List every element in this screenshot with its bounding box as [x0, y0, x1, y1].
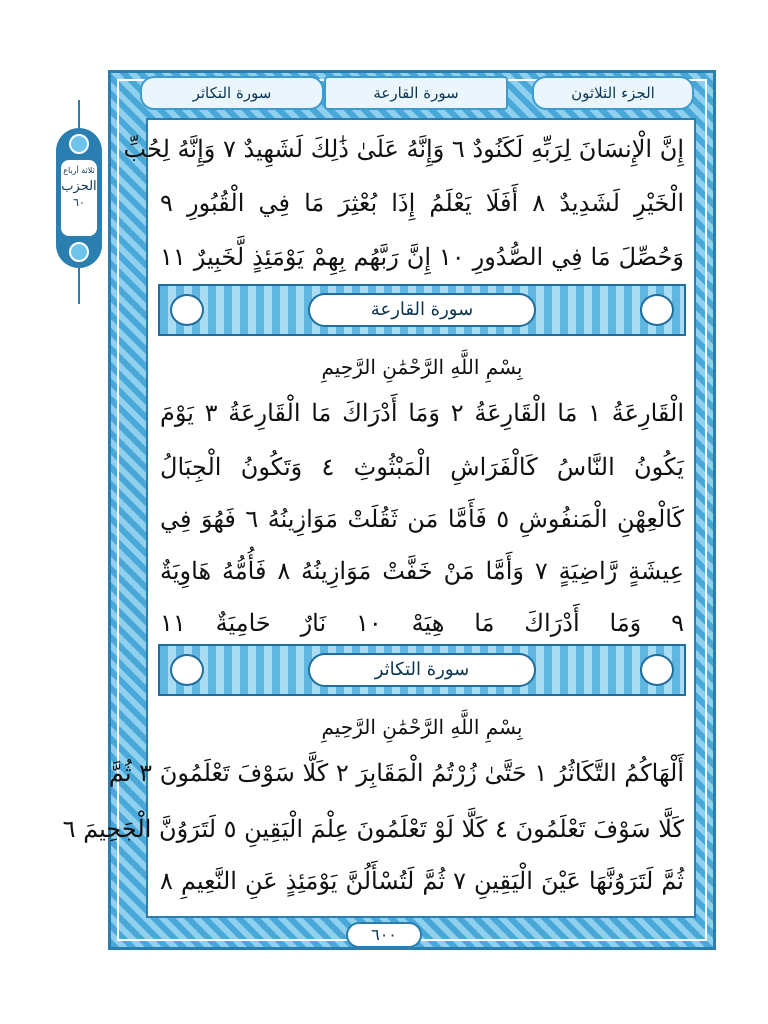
header-surah-next: سورة التكاثر — [140, 76, 324, 110]
band-ornament-right — [640, 294, 674, 326]
basmala: بِسْمِ اللَّهِ الرَّحْمَٰنِ الرَّحِيمِ — [321, 355, 523, 379]
hizb-label — [61, 160, 97, 236]
surah-title: سورة القارعة — [308, 293, 536, 327]
hizb-medallion — [56, 128, 102, 268]
hizb-number: ٦٠ — [73, 196, 85, 209]
text-line: عِيشَةٍ رَّاضِيَةٍ ٧ وَأَمَّا مَنْ خَفَّتْ مَوَازِينُهُ ٨ فَأُمُّهُ هَاوِيَةٌ — [160, 557, 684, 585]
hizb-stem-top — [78, 100, 80, 128]
text-line: وَحُصِّلَ مَا فِي الصُّدُورِ ١٠ إِنَّ رَبَّهُم بِهِمْ يَوْمَئِذٍ لَّخَبِيرٌ ١١ — [160, 243, 684, 271]
hizb-title: الحزب — [61, 179, 97, 194]
text-line: الْخَيْرِ لَشَدِيدٌ ٨ أَفَلَا يَعْلَمُ إِذَا بُعْثِرَ مَا فِي الْقُبُورِ ٩ — [160, 189, 684, 217]
hizb-ornament-top — [69, 134, 89, 154]
hizb-quarter-label: ثلاثة أرباع — [63, 166, 95, 175]
header-juz: الجزء الثلاثون — [532, 76, 694, 110]
surah-title-band — [158, 644, 686, 696]
hizb-ornament-bottom — [69, 242, 89, 262]
band-ornament-left — [170, 294, 204, 326]
text-line: كَالْعِهْنِ الْمَنفُوشِ ٥ فَأَمَّا مَن ثَقُلَتْ مَوَازِينُهُ ٦ فَهُوَ فِي — [160, 505, 684, 533]
page-header — [112, 72, 712, 112]
text-line: يَكُونُ النَّاسُ كَالْفَرَاشِ الْمَبْثُوثِ ٤ وَتَكُونُ الْجِبَالُ — [160, 453, 684, 481]
surah-title: سورة التكاثر — [308, 653, 536, 687]
band-ornament-left — [170, 654, 204, 686]
text-line: إِنَّ الْإِنسَانَ لِرَبِّهِ لَكَنُودٌ ٦ وَإِنَّهُ عَلَىٰ ذَٰلِكَ لَشَهِيدٌ ٧ وَإِنَّهُ لِحُبِّ — [123, 135, 684, 163]
basmala: بِسْمِ اللَّهِ الرَّحْمَٰنِ الرَّحِيمِ — [321, 715, 523, 739]
text-line: أَلْهَاكُمُ التَّكَاثُرُ ١ حَتَّىٰ زُرْتُمُ الْمَقَابِرَ ٢ كَلَّا سَوْفَ تَعْلَمُونَ ٣ ثُمَّ — [108, 759, 684, 787]
band-ornament-right — [640, 654, 674, 686]
header-surah-current: سورة القارعة — [324, 76, 508, 110]
text-line: ثُمَّ لَتَرَوُنَّهَا عَيْنَ الْيَقِينِ ٧ ثُمَّ لَتُسْأَلُنَّ يَوْمَئِذٍ عَنِ النَّعِيمِ ٨ — [160, 867, 684, 895]
surah-title-band — [158, 284, 686, 336]
text-line-last: ٩ وَمَا أَدْرَاكَ مَا هِيَهْ ١٠ نَارٌ حَامِيَةٌ ١١ — [160, 609, 684, 637]
page-number: ٦٠٠ — [346, 922, 422, 948]
hizb-stem-bottom — [78, 268, 80, 304]
text-line: الْقَارِعَةُ ١ مَا الْقَارِعَةُ ٢ وَمَا أَدْرَاكَ مَا الْقَارِعَةُ ٣ يَوْمَ — [160, 399, 684, 427]
text-line: كَلَّا سَوْفَ تَعْلَمُونَ ٤ كَلَّا لَوْ تَعْلَمُونَ عِلْمَ الْيَقِينِ ٥ لَتَرَوُنَّ الْجَحِيمَ ٦ — [62, 815, 684, 843]
